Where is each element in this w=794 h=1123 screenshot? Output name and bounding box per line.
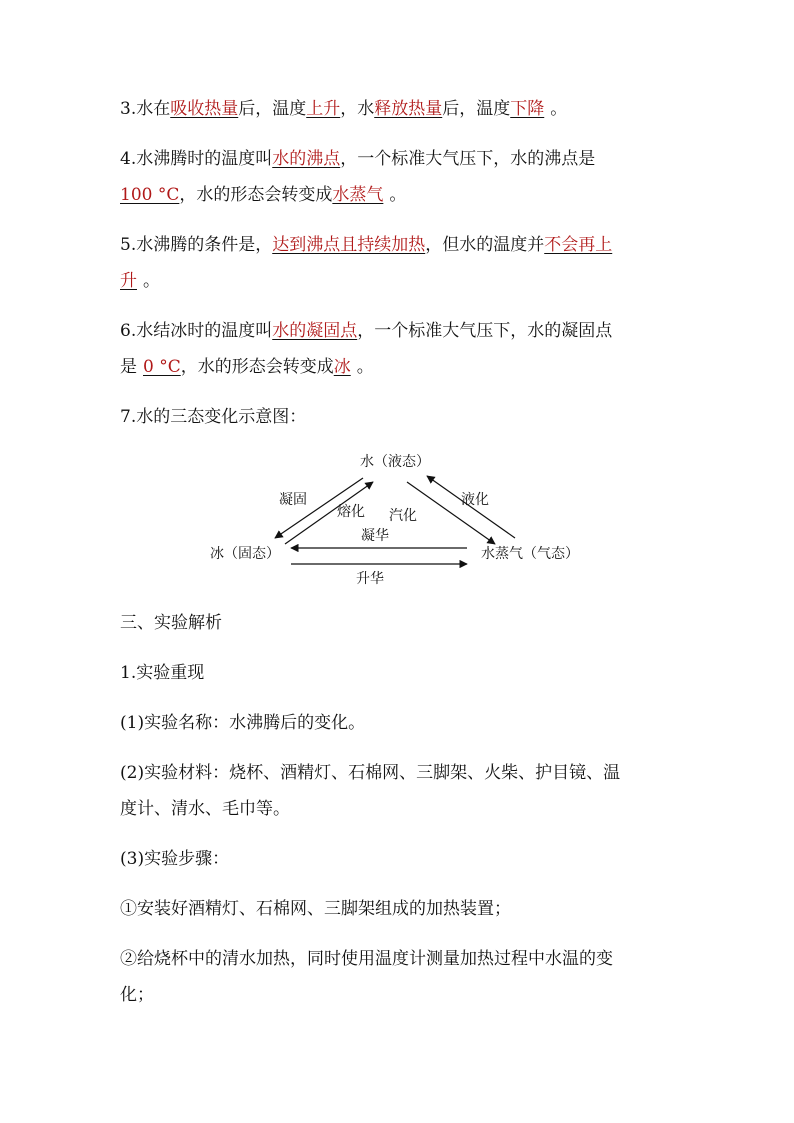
item-5-line-1 (120, 234, 612, 256)
item-6-text: ，水的形态会转变成 (180, 357, 334, 377)
item-4-text: ，水的形态会转变成 (179, 185, 333, 205)
experiment-materials-line-2 (120, 798, 290, 820)
item-3-text: 后，温度 (442, 99, 511, 119)
item-6-line-2 (120, 356, 374, 378)
item-3-answer-4: 下降 (510, 99, 545, 119)
section-heading-text: 三、实验解析 (120, 613, 222, 633)
experiment-step-text: 化； (120, 985, 154, 1005)
item-3-text: 后，温度 (238, 99, 307, 119)
experiment-step-2-line-2 (120, 984, 154, 1006)
item-3-answer-2: 上升 (306, 99, 341, 119)
experiment-steps-heading-text: (3)实验步骤： (120, 849, 230, 869)
item-7-text: 7.水的三态变化示意图： (120, 407, 307, 427)
subsection-heading (120, 662, 204, 684)
item-6-text: 6.水结冰时的温度叫 (120, 321, 273, 341)
experiment-materials-text: 度计、清水、毛巾等。 (120, 799, 290, 819)
item-4-text: 4.水沸腾时的温度叫 (120, 149, 273, 169)
item-4-answer-1: 水的沸点 (272, 149, 341, 169)
item-5-answer-2: 不会再上 (544, 235, 613, 255)
item-4-answer-2: 100 °C (120, 185, 180, 205)
node-liquid: 水（液态） (360, 454, 430, 470)
item-4-line-1 (120, 148, 595, 170)
experiment-materials-line-1 (120, 762, 620, 784)
item-5-line-2 (120, 270, 160, 292)
item-6-text: 是 (120, 357, 137, 377)
experiment-name (120, 712, 365, 734)
experiment-step-2-line-1 (120, 948, 613, 970)
item-5-text: ，但水的温度并 (425, 235, 545, 255)
item-4-text: ，一个标准大气压下，水的沸点是 (340, 149, 596, 169)
item-3-text: ，水 (340, 99, 375, 119)
item-4-line-2 (120, 184, 406, 206)
experiment-materials-text: (2)实验材料：烧杯、酒精灯、石棉网、三脚架、火柴、护目镜、温 (120, 763, 621, 783)
label-melting: 熔化 (337, 504, 365, 520)
item-6-text: 。 (356, 357, 374, 377)
node-solid: 冰（固态） (210, 546, 280, 562)
experiment-name-text: (1)实验名称：水沸腾后的变化。 (120, 713, 366, 733)
item-4-text: 。 (389, 185, 407, 205)
experiment-steps-heading (120, 848, 229, 870)
item-6-line-1 (120, 320, 612, 342)
label-sublimation: 升华 (356, 571, 384, 587)
item-3 (120, 98, 567, 120)
node-gas: 水蒸气（气态） (481, 546, 579, 562)
experiment-step-text: ①安装好酒精灯、石棉网、三脚架组成的加热装置； (120, 899, 511, 919)
item-6-answer-1: 水的凝固点 (272, 321, 358, 341)
label-deposition: 凝华 (361, 528, 389, 544)
experiment-step-1 (120, 898, 511, 920)
label-vaporization: 汽化 (389, 508, 417, 524)
item-5-answer-2-cont: 升 (120, 271, 137, 291)
item-4-answer-3: 水蒸气 (332, 185, 384, 205)
item-6-text: ，一个标准大气压下，水的凝固点 (357, 321, 613, 341)
item-6-answer-2: 0 °C (143, 357, 181, 377)
item-5-text: 5.水沸腾的条件是， (120, 235, 273, 255)
subsection-heading-text: 1.实验重现 (120, 663, 205, 683)
label-freezing: 凝固 (279, 492, 307, 508)
item-6-answer-3: 冰 (333, 357, 351, 377)
item-3-text: 3.水在 (120, 99, 171, 119)
item-5-answer-1: 达到沸点且持续加热 (272, 235, 426, 255)
experiment-step-text: ②给烧杯中的清水加热，同时使用温度计测量加热过程中水温的变 (120, 949, 613, 969)
section-heading (120, 612, 222, 634)
item-5-text: 。 (143, 271, 160, 291)
item-7 (120, 406, 306, 428)
label-condensation: 液化 (461, 492, 489, 508)
water-states-diagram (195, 440, 595, 590)
item-3-answer-1: 吸收热量 (170, 99, 239, 119)
item-3-answer-3: 释放热量 (374, 99, 443, 119)
item-3-text: 。 (550, 99, 568, 119)
